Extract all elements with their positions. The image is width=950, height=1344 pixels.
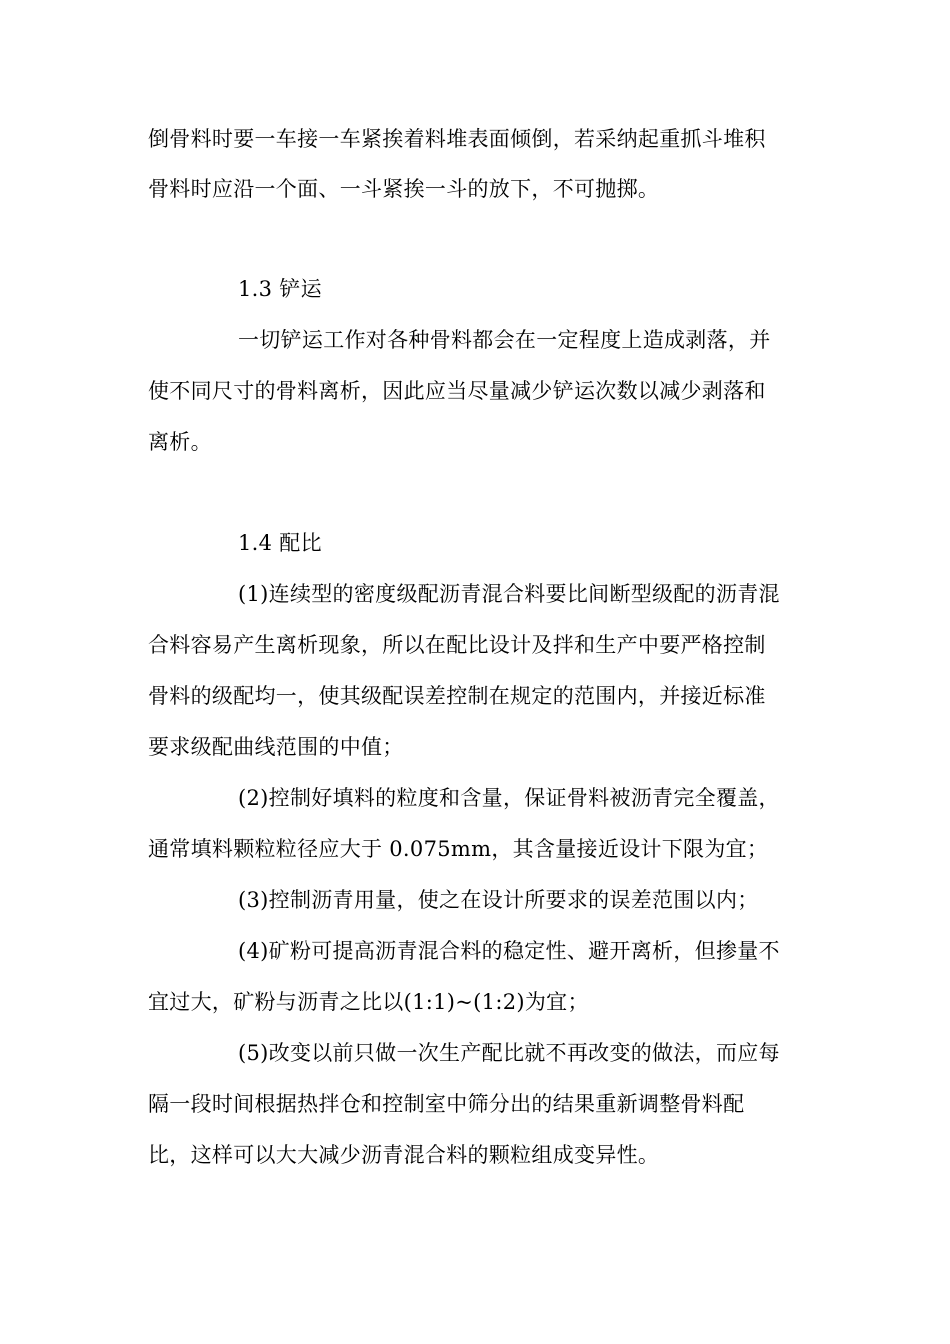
list-item-line: (5)改变以前只做一次生产配比就不再改变的做法，而应每 — [238, 1041, 780, 1065]
list-item-line: 隔一段时间根据热拌仓和控制室中筛分出的结果重新调整骨料配 — [148, 1092, 745, 1116]
list-item-line: (2)控制好填料的粒度和含量，保证骨料被沥青完全覆盖， — [238, 786, 780, 810]
list-item-line: 通常填料颗粒粒径应大于 0.075mm，其含量接近设计下限为宜； — [148, 837, 769, 861]
list-item-line: 要求级配曲线范围的中值； — [148, 735, 404, 759]
paragraph-line: 使不同尺寸的骨料离析，因此应当尽量减少铲运次数以减少剥落和 — [148, 379, 766, 403]
paragraph-line: 离析。 — [148, 430, 212, 454]
list-item-line: (1)连续型的密度级配沥青混合料要比间断型级配的沥青混 — [238, 582, 780, 606]
paragraph-line: 一切铲运工作对各种骨料都会在一定程度上造成剥落，并 — [238, 328, 771, 352]
list-item-line: 宜过大，矿粉与沥青之比以(1:1)~(1:2)为宜； — [148, 990, 589, 1014]
list-item-line: (4)矿粉可提高沥青混合料的稳定性、避开离析，但掺量不 — [238, 939, 780, 963]
list-item-line: 合料容易产生离析现象，所以在配比设计及拌和生产中要严格控制 — [148, 633, 766, 657]
section-heading-1-4: 1.4 配比 — [238, 531, 322, 555]
list-item-line: (3)控制沥青用量，使之在设计所要求的误差范围以内； — [238, 888, 759, 912]
paragraph-line: 倒骨料时要一车接一车紧挨着料堆表面倾倒，若采纳起重抓斗堆积 — [148, 127, 766, 151]
section-heading-1-3: 1.3 铲运 — [238, 277, 322, 301]
list-item-line: 骨料的级配均一，使其级配误差控制在规定的范围内，并接近标准 — [148, 684, 766, 708]
list-item-line: 比，这样可以大大减少沥青混合料的颗粒组成变异性。 — [148, 1143, 660, 1167]
paragraph-line: 骨料时应沿一个面、一斗紧挨一斗的放下，不可抛掷。 — [148, 177, 660, 201]
